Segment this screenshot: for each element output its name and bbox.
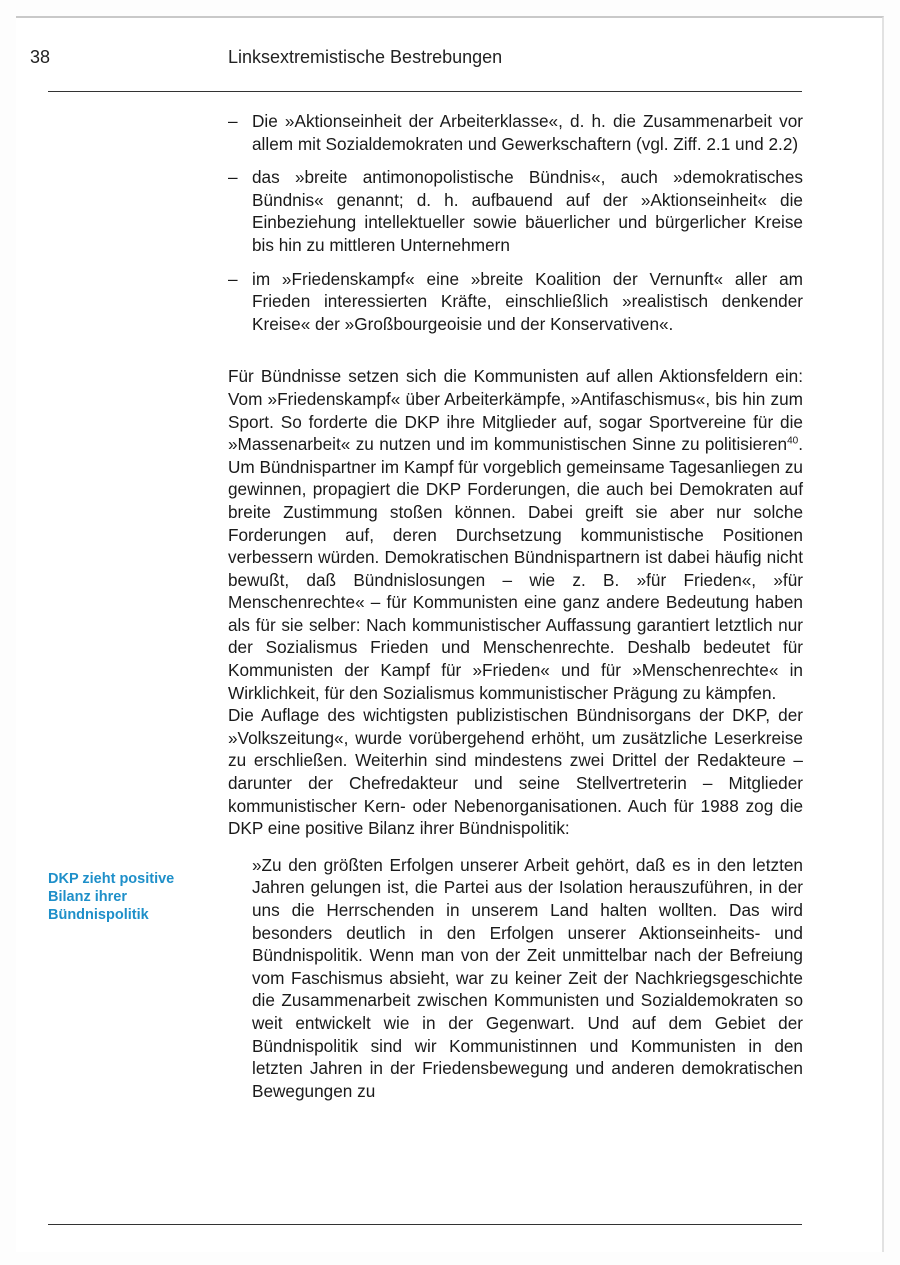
body-text: [228, 110, 803, 1102]
paragraph-text: . Um Bündnispartner im Kampf für vorgeblich gemeinsame Tagesanliegen zu gewinnen, propagiert die DKP Forderungen, die auch bei Demokraten auf breite Zustimmung stoßen können. Dabei greift sie aber nur solche Forderungen auf, deren Durchsetzung kommunistische Positionen verbessern würden. Demokratischen Bündnispartnern ist dabei häufig nicht bewußt, daß Bündnislosungen – wie z. B. »für Frieden«, »für Menschenrechte« – für Kommunisten eine ganz andere Bedeutung haben als für sie selber: Nach kommunistischer Auffassung garantiert letztlich nur der Sozialismus Frieden und Menschenrechte. Deshalb bedeutet für Kommunisten der Kampf für »Frieden« und für »Menschenrechte« in Wirklichkeit, für den Sozialismus kommunistischer Prägung zu kämpfen.: [228, 434, 803, 703]
bullet-item: [228, 268, 803, 336]
bullet-list: [228, 110, 803, 335]
bullet-dash: –: [228, 167, 238, 188]
paragraph: Die Auflage des wichtigsten publizistischen Bündnisorgans der DKP, der »Volkszeitung«, wurde vorübergehend erhöht, um zusätzliche Leserkreise zu erschließen. Weiterhin sind mindestens zwei Drittel der Redakteure – darunter der Chefredakteur und seine Stellvertreterin – Mitglieder kommunistischer Kern- oder Nebenorganisationen. Auch für 1988 zog die DKP eine positive Bilanz ihrer Bündnispolitik:: [228, 705, 803, 839]
footnote-reference: 40: [787, 435, 799, 447]
page-number: 38: [30, 47, 51, 67]
bullet-dash: –: [228, 268, 238, 289]
paragraph: [228, 365, 803, 704]
bullet-item: [228, 110, 803, 155]
bullet-text: das »breite antimonopolistische Bündnis«, auch »demokratisches Bündnis« genannt; d. h. aufbauend auf der »Aktionseinheit« die Einbeziehung intellektueller sowie bäuerlicher und bürgerlicher Kreise bis hin zu mittleren Unternehmern: [252, 167, 803, 255]
bullet-item: [228, 166, 803, 256]
bullet-dash: –: [228, 111, 238, 131]
paragraph-text: Für Bündnisse setzen sich die Kommunisten auf allen Aktionsfeldern ein: Vom »Friedenskampf« über Arbeiterkämpfe, »Antifaschismus«, bis hin zum Sport. So forderte die DKP ihre Mitglieder auf, sogar Sportvereine für die »Massenarbeit« zu nutzen und im kommunistischen Sinne zu politisieren: [228, 366, 803, 455]
bullet-text: im »Friedenskampf« eine »breite Koalition der Vernunft« aller am Frieden interessierten Kräfte, einschließlich »realistisch denkender Kreise« der »Großbourgeoisie und der Konservativen«.: [252, 268, 803, 334]
bullet-text: Die »Aktionseinheit der Arbeiterklasse«, d. h. die Zusammenarbeit vor allem mit Sozialdemokraten und Gewerkschaftern (vgl. Ziff. 2.1 und 2.2): [252, 111, 803, 154]
footer-rule: [48, 1224, 802, 1225]
margin-note: DKP zieht positive Bilanz ihrer Bündnispolitik: [48, 871, 175, 923]
block-quote: »Zu den größten Erfolgen unserer Arbeit gehört, daß es in den letzten Jahren gelungen ist, die Partei aus der Isolation herauszuführen, in der uns die Herrschenden in unserem Land halten wollten. Das wird besonders deutlich in den Erfolgen unserer Aktionseinheits- und Bündnispolitik. Wenn man von der Zeit unmittelbar nach der Befreiung vom Faschismus absieht, war zu keiner Zeit der Nachkriegsgeschichte die Zusammenarbeit zwischen Kommunisten und Sozialdemokraten so weit entwickelt wie in der Gegenwart. Und auf dem Gebiet der Bündnispolitik sind wir Kommunistinnen und Kommunisten in den letzten Jahren in der Friedensbewegung und anderen demokratischen Bewegungen zu: [252, 854, 803, 1101]
running-header-title: Linksextremistische Bestrebungen: [228, 47, 503, 67]
header-rule: [48, 91, 802, 92]
